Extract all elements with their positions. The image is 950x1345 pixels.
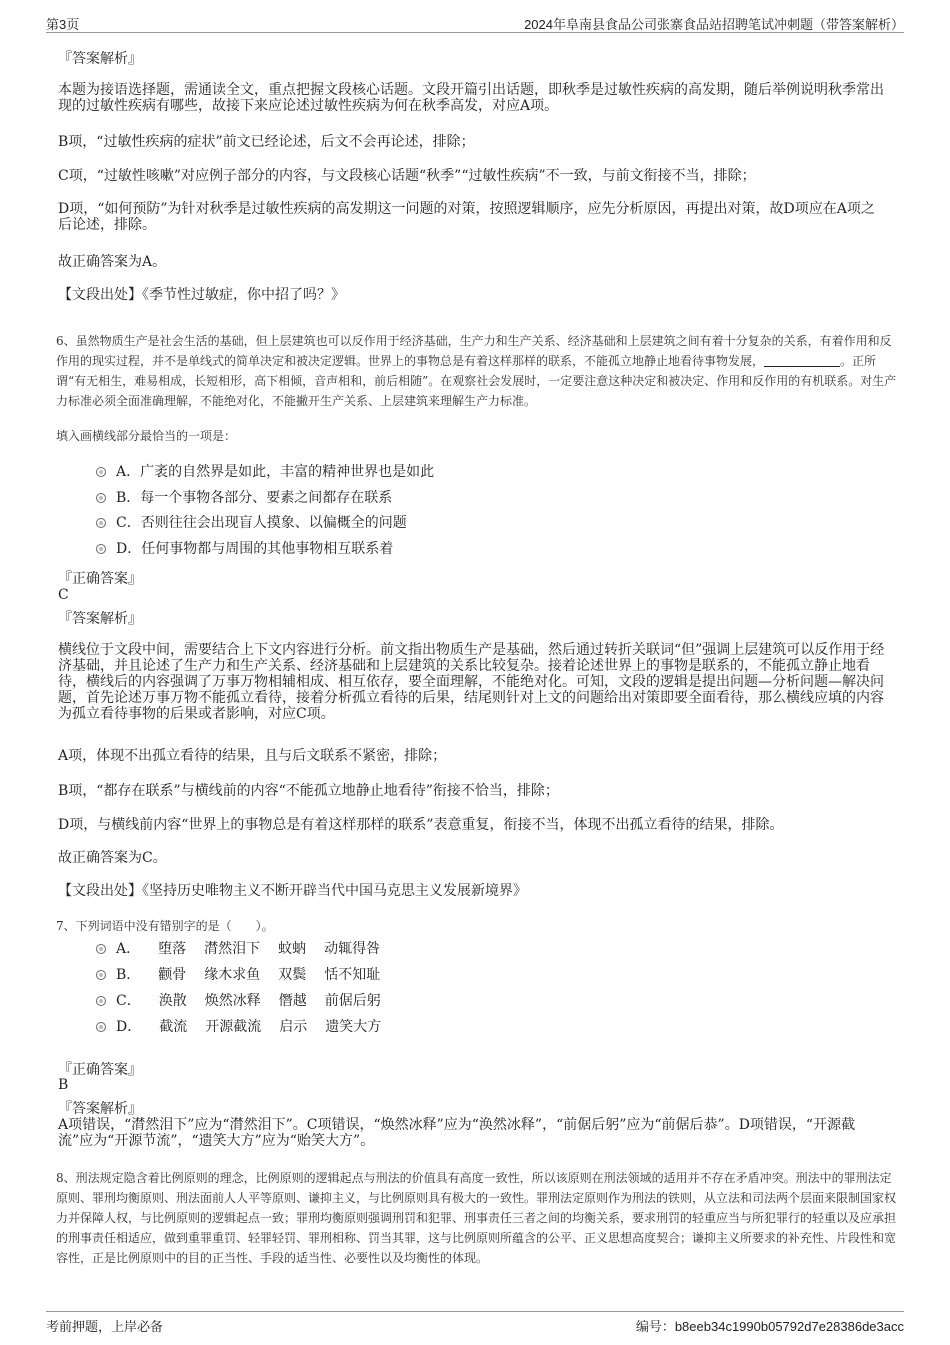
option-c[interactable]: C．否则往往会出现盲人摸象、以偏概全的问题 bbox=[96, 513, 407, 533]
fill-in-blank bbox=[764, 354, 840, 367]
analysis-paragraph: B项，“过敏性疾病的症状”前文已经论述，后文不会再论述，排除； bbox=[58, 134, 475, 150]
question-7-text: 7、下列词语中没有错别字的是（ ）。 bbox=[56, 919, 274, 933]
correct-answer-value: C bbox=[58, 587, 69, 603]
analysis-paragraph: C项，“过敏性咳嗽”对应例子部分的内容，与文段核心话题“秋季”“过敏性疾病”不一致，与前文衔接不当，排除； bbox=[58, 168, 756, 184]
question-6-text bbox=[56, 331, 898, 411]
page-number: 第3页 bbox=[46, 17, 80, 32]
correct-answer-label: 『正确答案』 bbox=[58, 1062, 142, 1078]
page-header bbox=[46, 12, 904, 33]
radio-icon[interactable] bbox=[96, 518, 106, 528]
analysis-paragraph: A项，体现不出孤立看待的结果，且与后文联系不紧密，排除； bbox=[58, 748, 447, 764]
answer-conclusion: 故正确答案为C。 bbox=[58, 850, 167, 866]
option-c[interactable]: C． 涣散 焕然冰释 僭越 前倨后躬 bbox=[96, 991, 399, 1011]
correct-answer-value: B bbox=[58, 1077, 69, 1093]
correct-answer-label: 『正确答案』 bbox=[58, 571, 142, 587]
option-b[interactable]: B． 颧骨 缘木求鱼 双鬓 恬不知耻 bbox=[96, 965, 398, 985]
radio-icon[interactable] bbox=[96, 493, 106, 503]
option-b[interactable]: B．每一个事物各部分、要素之间都存在联系 bbox=[96, 488, 392, 508]
radio-icon[interactable] bbox=[96, 970, 106, 980]
option-a[interactable]: A． 堕落 潸然泪下 蚊蚋 动辄得咎 bbox=[96, 939, 398, 959]
radio-icon[interactable] bbox=[96, 467, 106, 477]
option-d[interactable]: D． 截流 开源截流 启示 遗笑大方 bbox=[96, 1017, 399, 1037]
page-footer bbox=[46, 1311, 904, 1334]
analysis-label: 『答案解析』 bbox=[58, 1101, 142, 1117]
analysis-paragraph: B项，“都存在联系”与横线前的内容“不能孤立地静止地看待”衔接不恰当，排除； bbox=[58, 783, 559, 799]
source-citation: 【文段出处】《季节性过敏症，你中招了吗？》 bbox=[58, 287, 345, 303]
analysis-paragraph: 本题为接语选择题，需通读全文，重点把握文段核心话题。文段开篇引出话题，即秋季是过敏性疾病的高发期，随后举例说明秋季常出现的过敏性疾病有哪些，故接下来应论述过敏性疾病为何在秋季高发，对应A项。 bbox=[58, 82, 884, 114]
radio-icon[interactable] bbox=[96, 544, 106, 554]
document-title: 2024年阜南县食品公司张寨食品站招聘笔试冲刺题（带答案解析） bbox=[524, 17, 904, 32]
analysis-paragraph: 横线位于文段中间，需要结合上下文内容进行分析。前文指出物质生产是基础，然后通过转折关联词“但”强调上层建筑可以反作用于经济基础，并且论述了生产力和生产关系、经济基础和上层建筑的关系比较复杂。接着论述世界上的事物是联系的，不能孤立静止地看待，横线后的内容强调了万事万物相辅相成、相互依存，要全面理解，不能绝对化。可知，文段的逻辑是提出问题—分析问题—解决问题，首先论述万事万物不能孤立看待，接着分析孤立看待的后果，结尾则针对上文的问题给出对策即要全面看待，那么横线应填的内容为孤立看待事物的后果或者影响，对应C项。 bbox=[58, 642, 885, 722]
radio-icon[interactable] bbox=[96, 996, 106, 1006]
analysis-label: 『答案解析』 bbox=[58, 51, 142, 67]
question-6-prompt: 填入画横线部分最恰当的一项是： bbox=[56, 429, 237, 443]
question-8-text: 8、刑法规定隐含着比例原则的理念，比例原则的逻辑起点与刑法的价值具有高度一致性，所以该原则在刑法领域的适用并不存在矛盾冲突。刑法中的罪刑法定原则、罪刑均衡原则、刑法面前人人平等原则、谦抑主义，与比例原则具有极大的一致性。罪刑法定原则作为刑法的铁则，从立法和司法两个层面来限制国家权力并保障人权，与比例原则的逻辑起点一致；罪刑均衡原则强调刑罚和犯罪、刑事责任三者之间的均衡关系，要求刑罚的轻重应当与所犯罪行的轻重以及应承担的刑事责任相适应，做到重罪重罚、轻罪轻罚、罪刑相称、罚当其罪，这与比例原则所蕴含的公平、正义思想高度契合；谦抑主义所要求的补充性、片段性和宽容性，正是比例原则中的目的正当性、手段的适当性、必要性以及均衡性的体现。 bbox=[56, 1171, 897, 1265]
analysis-paragraph: D项，“如何预防”为针对秋季是过敏性疾病的高发期这一问题的对策，按照逻辑顺序，应先分析原因，再提出对策，故D项应在A项之后论述，排除。 bbox=[58, 201, 875, 233]
option-a[interactable]: A．广袤的自然界是如此，丰富的精神世界也是如此 bbox=[96, 462, 434, 482]
option-d[interactable]: D．任何事物都与周围的其他事物相互联系着 bbox=[96, 539, 393, 559]
source-citation: 【文段出处】《坚持历史唯物主义不断开辟当代中国马克思主义发展新境界》 bbox=[58, 883, 527, 899]
analysis-paragraph: D项，与横线前内容“世界上的事物总是有着这样那样的联系”表意重复，衔接不当，体现不出孤立看待的结果，排除。 bbox=[58, 817, 784, 833]
question-6-text-part-a: 6、虽然物质生产是社会生活的基础，但上层建筑也可以反作用于经济基础，生产力和生产关系、经济基础和上层建筑之间有着十分复杂的关系，有着作用和反作用的现实过程，并不是单线式的简单决定和被决定逻辑。世界上的事物总是有着这样那样的联系，不能孤立地静止地看待事物发展， bbox=[56, 334, 892, 368]
question-6-text-part-b: 。正所谓“有无相生，难易相成，长短相形，高下相倾，音声相和，前后相随”。在观察社会发展时，一定要注意这种决定和被决定、作用和反作用的有机联系。对生产力标准必须全面准确理解，不能绝对化，不能撇开生产关系、上层建筑来理解生产力标准。 bbox=[56, 354, 897, 408]
radio-icon[interactable] bbox=[96, 1022, 106, 1032]
answer-conclusion: 故正确答案为A。 bbox=[58, 254, 167, 270]
analysis-label: 『答案解析』 bbox=[58, 611, 142, 627]
footer-slogan: 考前押题，上岸必备 bbox=[46, 1319, 164, 1334]
radio-icon[interactable] bbox=[96, 944, 106, 954]
document-id: 编号：b8eeb34c1990b05792d7e28386de3acc bbox=[635, 1319, 904, 1334]
analysis-paragraph: A项错误，“潸然泪下”应为“潸然泪下”。C项错误，“焕然冰释”应为“涣然冰释”，“前倨后躬”应为“前倨后恭”。D项错误，“开源截流”应为“开源节流”，“遗笑大方”应为“贻笑大方”。 bbox=[58, 1117, 856, 1149]
